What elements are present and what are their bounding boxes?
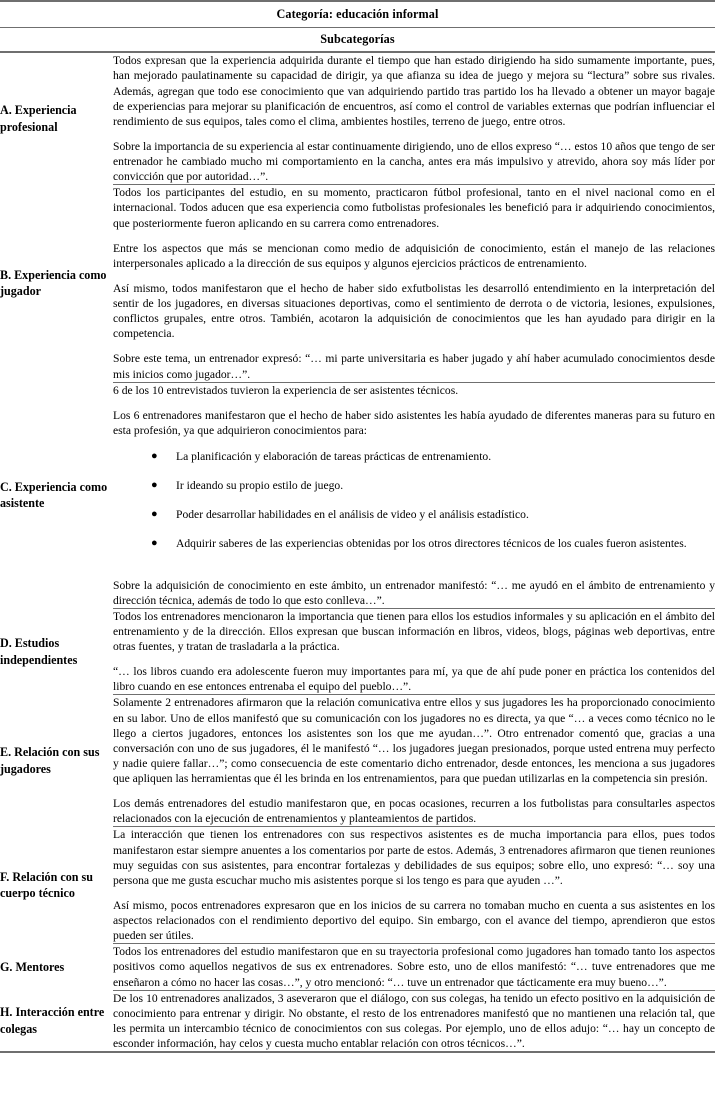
subcategory-label: A. Experiencia profesional	[0, 103, 77, 135]
content-paragraph: De los 10 entrenadores analizados, 3 aseveraron que el diálogo, con sus colegas, ha tenido un efecto positivo en la adquisición de conocimiento para entrenar y dirigir. No obstante, el resto de los entrenadores manifestó que no mantienen una relación tal, que les permita un intercambio técnico de conocimientos con sus colegas. Por ejemplo, uno de ellos adujo: “… hay un concepto de esconder información, hay celos y cuesta mucho entablar relación con otros técnicos…”.	[113, 991, 715, 1051]
table-row	[0, 382, 715, 608]
bullet-point-icon: ●	[151, 479, 158, 492]
subcategory-content	[113, 382, 715, 608]
table-row	[0, 944, 715, 990]
table-row	[0, 52, 715, 185]
subcategory-label: E. Relación con sus jugadores	[0, 745, 100, 776]
table-row	[0, 990, 715, 1052]
bottom-border-row	[0, 1052, 715, 1053]
content-paragraph: Los demás entrenadores del estudio manifestaron que, en pocas ocasiones, recurren a los futbolistas para consultarles aspectos relacionados con la ejecución de entrenamientos y planteamientos de partidos.	[113, 797, 715, 826]
table-bottom-rule	[0, 1052, 715, 1053]
list-item-label: Ir ideando su propio estilo de juego.	[176, 479, 344, 493]
content-paragraph: La interacción que tienen los entrenadores con sus respectivos asistentes es de mucha importancia para ellos, pues todos manifestaron estar siempre anuentes a los comentarios por parte de estos. Además, 3 entrenadores afirmaron que tienen reuniones muy seguidas con sus asistentes, para encontrar fortalezas y debilidades de sus equipos; sobre ello, uno expresó: “… soy una persona que me gusta escuchar mucho mis asistentes porque si los tengo es para que ayuden …”.	[113, 828, 715, 887]
list-item-label: Poder desarrollar habilidades en el análisis de video y el análisis estadístico.	[176, 508, 529, 522]
subcategory-content	[113, 695, 715, 827]
subcategory-content	[113, 990, 715, 1052]
content-paragraph: 6 de los 10 entrevistados tuvieron la experiencia de ser asistentes técnicos.	[113, 383, 459, 397]
content-paragraph: Todos los entrenadores del estudio manifestaron que en su trayectoria profesional como jugadores han tomado tanto los aspectos positivos como aquellos negativos de sus ex entrenadores. Sobre esto, uno de ellos manifestó: “… tuve entrenadores que me enseñaron a cómo no hacer las cosas…”, y otro mencionó: “… tuve un entrenador que tácticamente era muy bueno…”.	[113, 945, 715, 989]
table-row	[0, 185, 715, 382]
content-paragraph: Solamente 2 entrenadores afirmaron que la relación comunicativa entre ellos y sus jugadores les ha proporcionado conocimiento en su labor. Uno de ellos manifestó que su comunicación con los jugadores no es directa, ya que “… a veces como técnico no le llego a ciertos jugadores, entonces los asistentes son los que me ayudan…”. Otro entrenador comentó que, gracias a una conversación con uno de sus jugadores, él le manifestó “… los jugadores juegan presionados, porque usted entrena muy perfecto y nadie quiere fallar…”; como consecuencia de este comentario dicho entrenador, desde entonces, les menciona a sus jugadores que apliquen las herramientas que él les brinda en los entrenamientos, para que puedan utilizarlas en la competencia sin presión.	[113, 696, 715, 786]
bullet-point-icon: ●	[151, 450, 158, 463]
table-row	[0, 608, 715, 695]
list-item-label: La planificación y elaboración de tareas prácticas de entrenamiento.	[176, 450, 492, 464]
subcategory-label: F. Relación con su cuerpo técnico	[0, 869, 93, 901]
subcategory-label: B. Experiencia como jugador	[0, 267, 107, 299]
table-row	[0, 827, 715, 944]
subcategory-label: D. Estudios independientes	[0, 635, 78, 667]
subcategory-content	[113, 944, 715, 990]
bullet-point-icon: ●	[151, 508, 158, 521]
subcategory-label: G. Mentores	[0, 959, 65, 974]
list-item	[113, 536, 715, 551]
content-paragraph: Sobre la importancia de su experiencia al estar continuamente dirigiendo, uno de ellos expreso “… estos 10 años que tengo de ser entrenador he cambiado mucho mi comportamiento en la cancha, antes era más impulsivo y atrevido, ahora soy más líder por convicción que por autoridad…”.	[113, 139, 715, 184]
header-row-category	[0, 1, 715, 27]
content-paragraph: Todos los entrenadores mencionaron la importancia que tienen para ellos los estudios informales y su aplicación en el ámbito del entrenamiento y de la dirección. Ellos expresan que buscan información en libros, videos, blogs, páginas web deportivas, entre otras fuentes, y tratan de trasladarla a la práctica.	[113, 609, 715, 654]
subcategory-content	[113, 185, 715, 382]
table-body	[0, 52, 715, 1052]
content-paragraph: Entre los aspectos que más se mencionan como medio de adquisición de conocimiento, están el manejo de las relaciones interpersonales aplicado a la dirección de sus equipos y algunos ejercicios prácticos de entrenamiento.	[113, 241, 715, 270]
subcategory-label: H. Interacción entre colegas	[0, 1004, 105, 1036]
content-paragraph: “… los libros cuando era adolescente fueron muy importantes para mí, ya que de ahí pude poner en práctica los contenidos del libro cuando en ese entonces entrenaba el equipo del pueblo…”.	[113, 665, 715, 694]
subcategory-label: C. Experiencia como asistente	[0, 479, 108, 511]
list-item	[113, 478, 715, 493]
subcategory-content	[113, 827, 715, 944]
subcategory-content	[113, 608, 715, 695]
content-paragraph: Los 6 entrenadores manifestaron que el hecho de haber sido asistentes les había ayudado de diferentes maneras para su futuro en esta profesión, ya que adquirieron conocimientos para:	[113, 408, 715, 437]
category-title: Categoría: educación informal	[0, 1, 715, 27]
subcategory-content	[113, 52, 715, 185]
bottom-border-cell	[0, 1052, 715, 1053]
content-paragraph: Todos los participantes del estudio, en su momento, practicaron fútbol profesional, tanto en el nivel nacional como en el internacional. Todos aducen que esa experiencia como futbolistas profesionales les benefició para ir adquiriendo conocimientos, que posteriormente fueron aplicando en su carrera como entrenadores.	[113, 186, 715, 230]
content-paragraph: Sobre la adquisición de conocimiento en este ámbito, un entrenador manifestó: “… me ayudó en el ámbito de entrenamiento y dirección técnica, además de todo lo que esto conlleva…”.	[113, 578, 715, 607]
bullet-point-icon: ●	[151, 537, 158, 550]
subcategories-title: Subcategorías	[0, 27, 715, 52]
table-header	[0, 1, 715, 52]
list-item	[113, 507, 715, 522]
header-row-subcategories	[0, 27, 715, 52]
list-item-label: Adquirir saberes de las experiencias obtenidas por los otros directores técnicos de los cuales fueron asistentes.	[176, 537, 687, 551]
content-paragraph: Todos expresan que la experiencia adquirida durante el tiempo que han estado dirigiendo ha sido sumamente importante, pues, han mejorado paulatinamente su capacidad de dirigir, ya que afianza su idea de juego y mejora su “lectura” sobre sus rivales. Además, agregan que todo ese conocimiento que van adquiriendo partido tras partido los ha llevado a obtener un mayor bagaje de experiencias para mejorar su planificación de encuentros, así como el control de variables externas que podrían influenciar el rendimiento de sus equipos, tales como el clima, ambientes hostiles, terreno de juego, entre otros.	[113, 54, 715, 128]
content-paragraph: Sobre este tema, un entrenador expresó: “… mi parte universitaria es haber jugado y ahí haber acumulado conocimientos desde mis inicios como jugador…”.	[113, 352, 715, 381]
content-paragraph: Así mismo, pocos entrenadores expresaron que en los inicios de su carrera no tomaban mucho en cuenta a sus asistentes en los aspectos relacionados con el rendimiento deportivo del equipo. Sin embargo, con el avance del tiempo, aprendieron que estos pueden ser útiles.	[113, 898, 715, 943]
list-item	[113, 449, 715, 464]
bullet-list	[113, 449, 715, 552]
table-row	[0, 695, 715, 827]
content-paragraph: Así mismo, todos manifestaron que el hecho de haber sido exfutbolistas les desarrolló entendimiento en la interpretación del sentir de los jugadores, en diversas situaciones deportivas, como el sentimiento de derrota o de victoria, lesiones, expulsiones, conflictos grupales, entre otros. También, acotaron la adquisición de conocimientos que les han ayudado para dirigir en la competencia.	[113, 281, 715, 341]
